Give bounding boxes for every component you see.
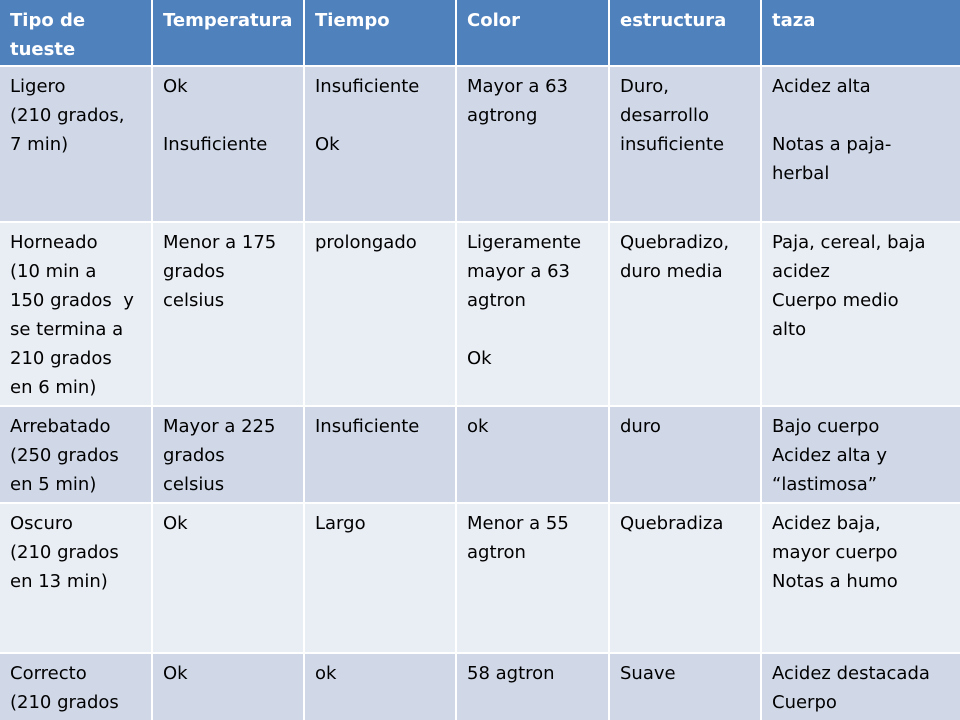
cell-line: Ok bbox=[315, 134, 340, 155]
cell-line: ok bbox=[467, 416, 489, 437]
cell-line: Oscuro bbox=[10, 513, 73, 534]
cell-line: Ok bbox=[163, 76, 188, 97]
cell-line: se termina a bbox=[10, 319, 124, 340]
cell-estructura bbox=[609, 503, 761, 653]
cell-line: Ok bbox=[163, 663, 188, 684]
cell-tipo bbox=[0, 66, 152, 222]
table-row bbox=[0, 406, 960, 503]
cell-line: grados bbox=[163, 261, 225, 282]
cell-line: Arrebatado bbox=[10, 416, 111, 437]
cell-line: (210 grados bbox=[10, 542, 119, 563]
cell-line: Correcto bbox=[10, 663, 87, 684]
cell-line: celsius bbox=[163, 474, 225, 495]
cell-line: Largo bbox=[315, 513, 366, 534]
cell-line: Cuerpo medio bbox=[772, 290, 899, 311]
table-row bbox=[0, 222, 960, 406]
cell-line: desarrollo bbox=[620, 105, 710, 126]
header-row bbox=[0, 0, 960, 66]
cell-line: Quebradiza bbox=[620, 513, 724, 534]
cell-line: grados bbox=[163, 445, 225, 466]
cell-line: Mayor a 63 bbox=[467, 76, 569, 97]
cell-tiempo bbox=[304, 222, 456, 406]
cell-taza bbox=[761, 406, 960, 503]
cell-line: Menor a 55 bbox=[467, 513, 569, 534]
cell-line: Ligeramente bbox=[467, 232, 582, 253]
cell-line: Insuficiente bbox=[315, 76, 420, 97]
header-tiempo: Tiempo bbox=[304, 0, 456, 66]
cell-line: alto bbox=[772, 319, 807, 340]
cell-line: Quebradizo, bbox=[620, 232, 730, 253]
cell-line: agtron bbox=[467, 290, 526, 311]
cell-tiempo bbox=[304, 66, 456, 222]
cell-line: Notas a paja- bbox=[772, 134, 892, 155]
cell-line: celsius bbox=[163, 290, 225, 311]
cell-line: Insuficiente bbox=[163, 134, 268, 155]
cell-tiempo bbox=[304, 653, 456, 720]
cell-line: agtrong bbox=[467, 105, 538, 126]
cell-tipo bbox=[0, 222, 152, 406]
cell-line: mayor cuerpo bbox=[772, 542, 898, 563]
cell-line: prolongado bbox=[315, 232, 417, 253]
cell-estructura bbox=[609, 66, 761, 222]
cell-line: en 5 min) bbox=[10, 474, 97, 495]
cell-line: Mayor a 225 bbox=[163, 416, 276, 437]
cell-temperatura bbox=[152, 222, 304, 406]
cell-line: Menor a 175 bbox=[163, 232, 277, 253]
cell-temperatura bbox=[152, 503, 304, 653]
cell-line: Acidez alta y bbox=[772, 445, 888, 466]
cell-line: (250 grados bbox=[10, 445, 119, 466]
cell-line: Ok bbox=[467, 348, 492, 369]
cell-color bbox=[456, 66, 609, 222]
cell-tiempo bbox=[304, 503, 456, 653]
cell-line: Ok bbox=[163, 513, 188, 534]
cell-temperatura bbox=[152, 653, 304, 720]
cell-line: Insuficiente bbox=[315, 416, 420, 437]
cell-line: Ligero bbox=[10, 76, 66, 97]
cell-estructura bbox=[609, 653, 761, 720]
table-row bbox=[0, 66, 960, 222]
cell-line: “lastimosa” bbox=[772, 474, 878, 495]
cell-line: agtron bbox=[467, 542, 526, 563]
cell-line: insuficiente bbox=[620, 134, 725, 155]
cell-color bbox=[456, 406, 609, 503]
cell-color bbox=[456, 503, 609, 653]
cell-temperatura bbox=[152, 406, 304, 503]
cell-line: (210 grados bbox=[10, 692, 119, 713]
cell-line: mayor a 63 bbox=[467, 261, 571, 282]
cell-line: Paja, cereal, baja bbox=[772, 232, 926, 253]
cell-estructura bbox=[609, 222, 761, 406]
header-color: Color bbox=[456, 0, 609, 66]
cell-line: Horneado bbox=[10, 232, 98, 253]
header-temperatura: Temperatura bbox=[152, 0, 304, 66]
cell-tiempo bbox=[304, 406, 456, 503]
cell-line: Notas a humo bbox=[772, 571, 898, 592]
cell-taza bbox=[761, 653, 960, 720]
cell-line: acidez bbox=[772, 261, 830, 282]
cell-line: herbal bbox=[772, 163, 830, 184]
cell-taza bbox=[761, 222, 960, 406]
cell-line: Suave bbox=[620, 663, 676, 684]
cell-line: Acidez destacada bbox=[772, 663, 930, 684]
cell-line: 150 grados y bbox=[10, 290, 134, 311]
header-estructura: estructura bbox=[609, 0, 761, 66]
cell-line: Cuerpo bbox=[772, 692, 837, 713]
cell-line: Duro, bbox=[620, 76, 670, 97]
header-tipo: Tipo de tueste bbox=[0, 0, 152, 66]
cell-line: 210 grados bbox=[10, 348, 112, 369]
cell-line: 58 agtron bbox=[467, 663, 555, 684]
cell-color bbox=[456, 653, 609, 720]
cell-line: 7 min) bbox=[10, 134, 69, 155]
cell-tipo bbox=[0, 406, 152, 503]
cell-taza bbox=[761, 66, 960, 222]
header-taza: taza bbox=[761, 0, 960, 66]
cell-line: en 13 min) bbox=[10, 571, 108, 592]
cell-estructura bbox=[609, 406, 761, 503]
cell-taza bbox=[761, 503, 960, 653]
cell-line: duro media bbox=[620, 261, 723, 282]
cell-tipo bbox=[0, 653, 152, 720]
cell-line: (210 grados, bbox=[10, 105, 125, 126]
cell-tipo bbox=[0, 503, 152, 653]
cell-line: ok bbox=[315, 663, 337, 684]
cell-color bbox=[456, 222, 609, 406]
cell-line: (10 min a bbox=[10, 261, 97, 282]
cell-line: Bajo cuerpo bbox=[772, 416, 880, 437]
cell-line: Acidez alta bbox=[772, 76, 871, 97]
cell-line: Acidez baja, bbox=[772, 513, 881, 534]
table-row bbox=[0, 653, 960, 720]
table-row bbox=[0, 503, 960, 653]
cell-line: duro bbox=[620, 416, 661, 437]
cell-temperatura bbox=[152, 66, 304, 222]
cell-line: en 6 min) bbox=[10, 377, 97, 398]
